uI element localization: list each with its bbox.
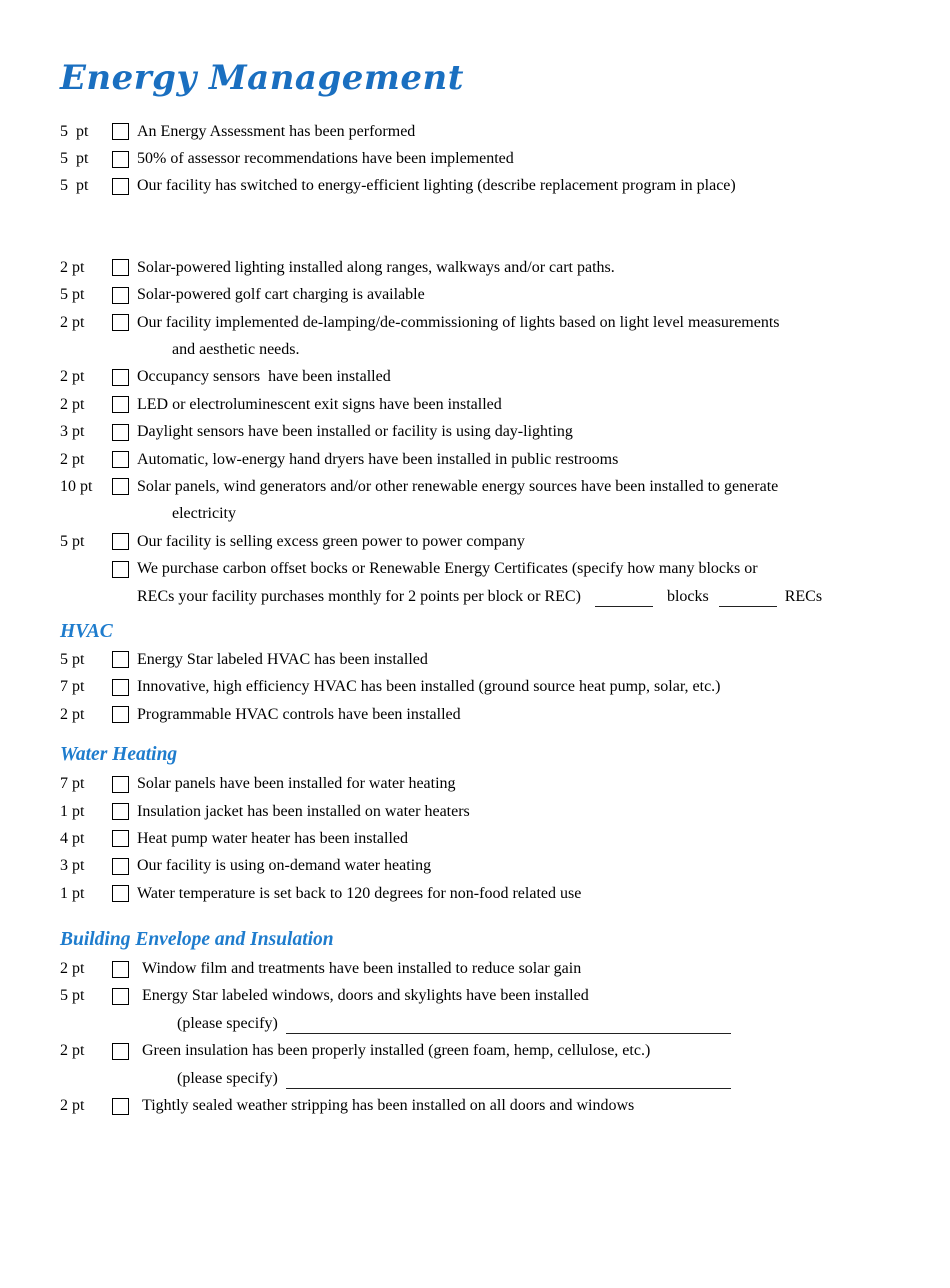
checklist-item — [60, 770, 900, 797]
checklist-item — [60, 674, 900, 701]
checkbox[interactable] — [112, 151, 129, 168]
points-label: 7 pt — [60, 678, 85, 696]
item-text: Green insulation has been properly installed (green foam, hemp, cellulose, etc.) — [142, 1042, 651, 1060]
checklist-item — [60, 1038, 900, 1065]
item-text: Our facility implemented de-lamping/de-commissioning of lights based on light level measurements — [137, 313, 780, 331]
points-label: 5 pt — [60, 122, 89, 140]
please-specify-label: (please specify) — [177, 1069, 278, 1087]
checklist-item — [60, 473, 900, 500]
item-text: Our facility is selling excess green power to power company — [137, 532, 525, 550]
checkbox[interactable] — [112, 1043, 129, 1060]
points-label: 2 pt — [60, 1097, 85, 1115]
checklist-sections — [60, 118, 900, 1120]
item-text-continued: and aesthetic needs. — [172, 341, 300, 359]
item-text: Tightly sealed weather stripping has been installed on all doors and windows — [142, 1097, 635, 1115]
checklist-item — [60, 309, 900, 336]
section-water — [60, 742, 900, 907]
section-hvac — [60, 619, 900, 728]
section-lighting — [60, 254, 900, 610]
section-heading-building: Building Envelope and Insulation — [60, 929, 334, 951]
specify-field[interactable] — [286, 1074, 731, 1089]
item-text: Solar panels, wind generators and/or other renewable energy sources have been installed to generate — [137, 477, 779, 495]
checklist-item — [60, 419, 900, 446]
checkbox[interactable] — [112, 858, 129, 875]
points-label: 5 pt — [60, 532, 85, 550]
checklist-item — [60, 282, 900, 309]
checklist-item — [60, 983, 900, 1010]
item-text-continued: RECs your facility purchases monthly for 2 points per block or REC) — [137, 587, 581, 605]
document-page — [0, 58, 950, 1288]
points-label: 5 pt — [60, 987, 85, 1005]
blocks-label: blocks — [666, 587, 709, 605]
checkbox[interactable] — [112, 803, 129, 820]
checklist-item — [60, 173, 900, 200]
please-specify-row — [60, 1010, 900, 1037]
checkbox[interactable] — [112, 451, 129, 468]
checkbox[interactable] — [112, 679, 129, 696]
checklist-item — [60, 880, 900, 907]
points-label: 5 pt — [60, 177, 89, 195]
checkbox[interactable] — [112, 314, 129, 331]
item-text: Heat pump water heater has been installed — [137, 829, 408, 847]
points-label: 10 pt — [60, 477, 93, 495]
checklist-item — [60, 798, 900, 825]
points-label: 5 pt — [60, 286, 85, 304]
item-text: We purchase carbon offset bocks or Renewable Energy Certificates (specify how many blocks or — [137, 560, 758, 578]
section-heading-hvac: HVAC — [60, 621, 113, 643]
checklist-item — [60, 145, 900, 172]
specify-field[interactable] — [286, 1019, 731, 1034]
checklist-item-continuation — [60, 583, 900, 610]
points-label: 1 pt — [60, 802, 85, 820]
checklist-item — [60, 391, 900, 418]
item-text: Our facility is using on-demand water heating — [137, 857, 432, 875]
points-label: 5 pt — [60, 150, 89, 168]
checkbox[interactable] — [112, 706, 129, 723]
checklist-item — [60, 853, 900, 880]
checklist-item-continuation — [60, 336, 900, 363]
section-intro — [60, 118, 900, 200]
section-building — [60, 927, 900, 1119]
checkbox[interactable] — [112, 396, 129, 413]
checkbox[interactable] — [112, 424, 129, 441]
item-text: Our facility has switched to energy-efficient lighting (describe replacement program in place) — [137, 177, 736, 195]
checklist-item — [60, 646, 900, 673]
points-label: 4 pt — [60, 829, 85, 847]
checklist-item — [60, 555, 900, 582]
points-label: 2 pt — [60, 368, 85, 386]
points-label: 5 pt — [60, 650, 85, 668]
item-text: Solar panels have been installed for water heating — [137, 775, 456, 793]
points-label: 2 pt — [60, 705, 85, 723]
checkbox[interactable] — [112, 988, 129, 1005]
item-text: Water temperature is set back to 120 degrees for non-food related use — [137, 884, 582, 902]
checkbox[interactable] — [112, 287, 129, 304]
item-text: Solar-powered lighting installed along ranges, walkways and/or cart paths. — [137, 258, 615, 276]
checklist-item — [60, 446, 900, 473]
page-title: Energy Management — [60, 58, 464, 98]
checklist-item — [60, 364, 900, 391]
please-specify-label: (please specify) — [177, 1014, 278, 1032]
item-text: LED or electroluminescent exit signs have been installed — [137, 395, 502, 413]
checklist-item-continuation — [60, 501, 900, 528]
points-label: 7 pt — [60, 775, 85, 793]
points-label: 1 pt — [60, 884, 85, 902]
checklist-item — [60, 1092, 900, 1119]
checklist-item — [60, 825, 900, 852]
checkbox[interactable] — [112, 123, 129, 140]
item-text: Innovative, high efficiency HVAC has been installed (ground source heat pump, solar, etc.) — [137, 678, 721, 696]
item-text: Programmable HVAC controls have been installed — [137, 705, 461, 723]
points-label: 2 pt — [60, 395, 85, 413]
item-text-continued: electricity — [172, 505, 236, 523]
checkbox[interactable] — [112, 369, 129, 386]
points-label: 2 pt — [60, 960, 85, 978]
item-text: Automatic, low-energy hand dryers have been installed in public restrooms — [137, 450, 619, 468]
section-heading-water: Water Heating — [60, 744, 178, 766]
item-text: Energy Star labeled windows, doors and skylights have been installed — [142, 987, 589, 1005]
checklist-item — [60, 955, 900, 982]
checkbox[interactable] — [112, 651, 129, 668]
item-text: Energy Star labeled HVAC has been installed — [137, 650, 428, 668]
checkbox[interactable] — [112, 478, 129, 495]
checkbox[interactable] — [112, 178, 129, 195]
item-text: Solar-powered golf cart charging is available — [137, 286, 425, 304]
checklist-item — [60, 701, 900, 728]
blocks-count-field[interactable] — [595, 592, 653, 607]
points-label: 3 pt — [60, 423, 85, 441]
points-label: 2 pt — [60, 450, 85, 468]
please-specify-row — [60, 1065, 900, 1092]
checkbox[interactable] — [112, 533, 129, 550]
checkbox[interactable] — [112, 885, 129, 902]
checklist-item — [60, 254, 900, 281]
checklist-item — [60, 528, 900, 555]
item-text: Occupancy sensors have been installed — [137, 368, 391, 386]
item-text: 50% of assessor recommendations have been implemented — [137, 150, 514, 168]
points-label: 2 pt — [60, 258, 85, 276]
checkbox[interactable] — [112, 561, 129, 578]
recs-count-field[interactable] — [719, 592, 777, 607]
recs-label: RECs — [784, 587, 823, 605]
checkbox[interactable] — [112, 961, 129, 978]
checkbox[interactable] — [112, 830, 129, 847]
checkbox[interactable] — [112, 1098, 129, 1115]
points-label: 2 pt — [60, 1042, 85, 1060]
item-text: Daylight sensors have been installed or facility is using day-lighting — [137, 423, 573, 441]
item-text: Insulation jacket has been installed on water heaters — [137, 802, 470, 820]
item-text: Window film and treatments have been installed to reduce solar gain — [142, 960, 582, 978]
points-label: 3 pt — [60, 857, 85, 875]
checkbox[interactable] — [112, 259, 129, 276]
checklist-item — [60, 118, 900, 145]
item-text: An Energy Assessment has been performed — [137, 122, 416, 140]
checkbox[interactable] — [112, 776, 129, 793]
points-label: 2 pt — [60, 313, 85, 331]
